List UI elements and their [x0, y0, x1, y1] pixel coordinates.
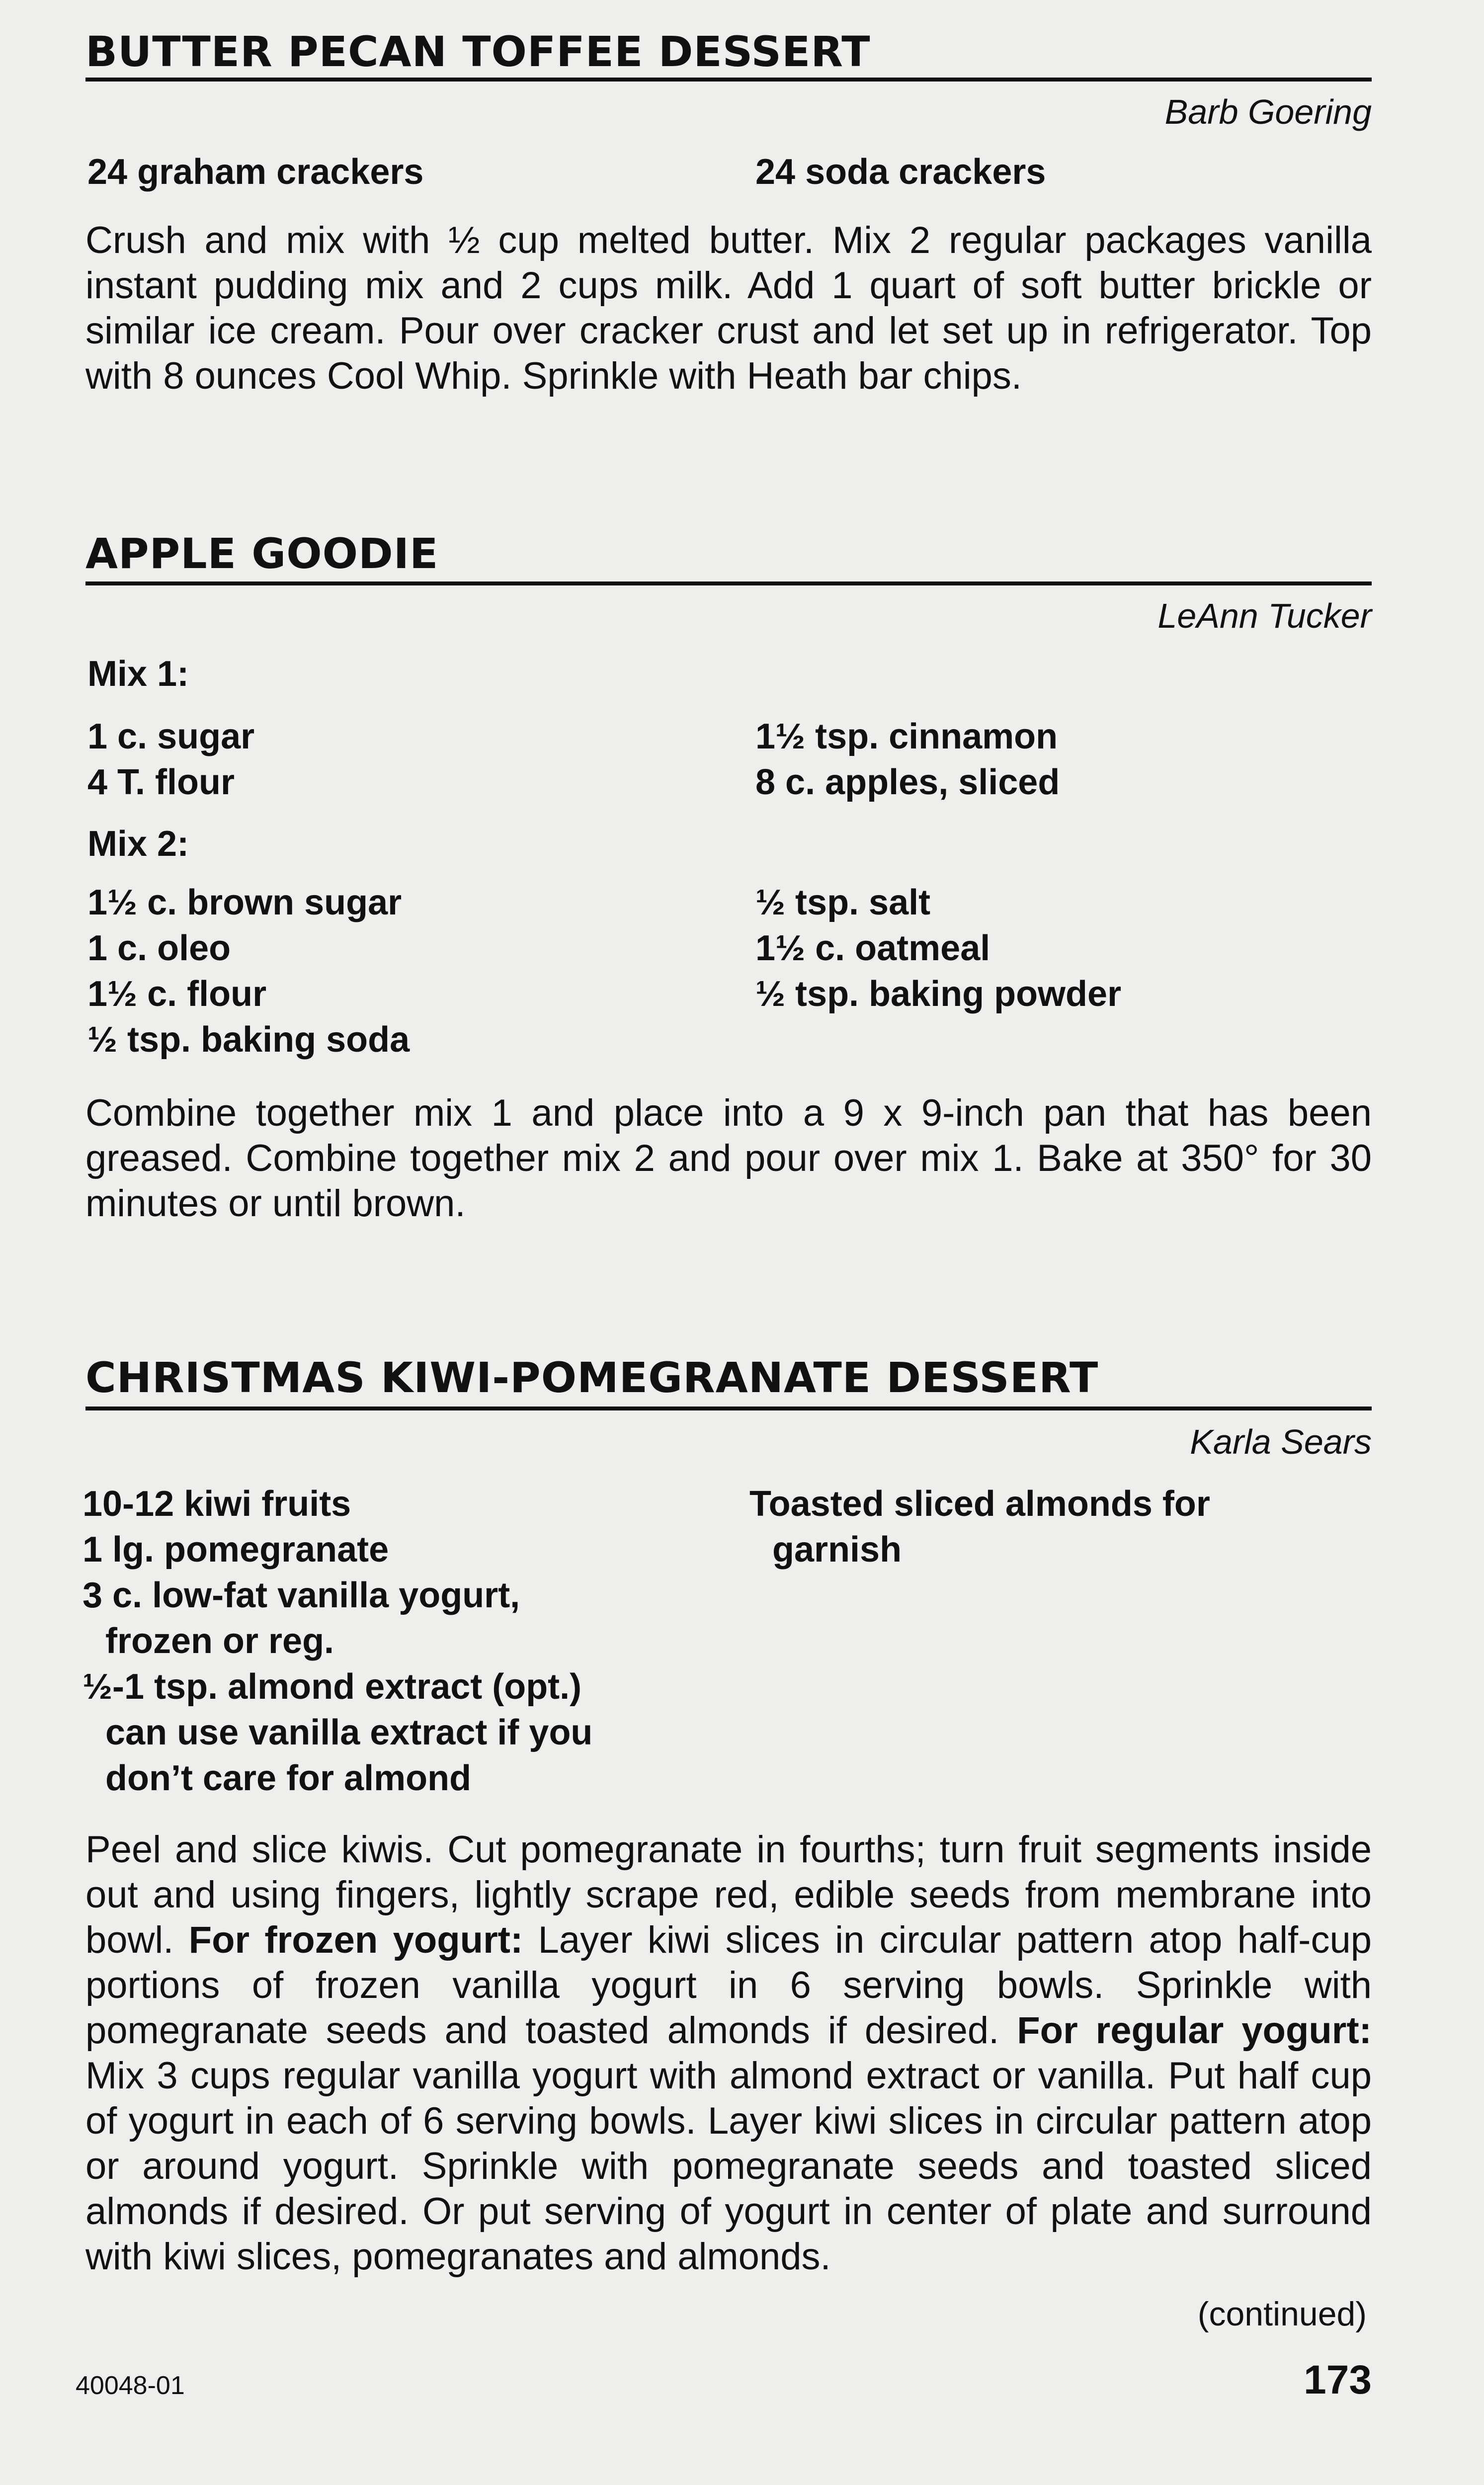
ingredient-item: ½ tsp. baking soda — [87, 1020, 410, 1060]
ingredient-item: 4 T. flour — [87, 762, 235, 802]
mix2-label: Mix 2: — [87, 824, 189, 864]
mix2-right — [755, 880, 1121, 1017]
frozen-yogurt-label: For frozen yogurt: — [188, 1919, 523, 1961]
ingredient-item: frozen or reg. — [105, 1621, 334, 1661]
title-rule — [85, 1407, 1372, 1410]
ingredient-item: 1 lg. pomegranate — [82, 1530, 389, 1570]
recipe-directions — [85, 1827, 1372, 2279]
ingredient-item: 1½ c. oatmeal — [755, 928, 990, 968]
ingredient-item: don’t care for almond — [105, 1758, 472, 1798]
title-rule — [85, 78, 1372, 82]
ingredient-item: 1 c. sugar — [87, 717, 255, 756]
ingredients-right — [755, 149, 1046, 195]
regular-yogurt-label: For regular yogurt: — [1017, 2009, 1372, 2052]
ingredient-item: Toasted sliced almonds for — [749, 1484, 1210, 1524]
ingredient-item: ½-1 tsp. almond extract (opt.) — [82, 1667, 582, 1707]
ingredient-item: 24 graham crackers — [87, 152, 424, 192]
ingredient-item: 8 c. apples, sliced — [755, 762, 1060, 802]
ingredient-item: 10-12 kiwi fruits — [82, 1484, 351, 1524]
mix2-left — [87, 880, 410, 1063]
mix1-left — [87, 714, 254, 805]
ingredient-item: 1 c. oleo — [87, 928, 231, 968]
recipe-directions: Crush and mix with ½ cup melted butter. Mix 2 regular packages vanilla instant pudding mix and 2 cups milk. Add 1 quart of soft butter brickle or similar ice cream. Pour over cracker crust and let set up in refrigerator. Top with 8 ounces Cool Whip. Sprinkle with Heath bar chips. — [85, 219, 1372, 397]
recipe-author: LeAnn Tucker — [1157, 596, 1372, 635]
ingredients-left — [82, 1481, 592, 1801]
recipe-author: Barb Goering — [1164, 92, 1372, 131]
title-rule — [85, 581, 1372, 585]
ingredient-item: 1½ tsp. cinnamon — [755, 717, 1058, 756]
recipe-title-butter-pecan: BUTTER PECAN TOFFEE DESSERT — [85, 27, 871, 76]
ingredient-item: can use vanilla extract if you — [105, 1713, 593, 1752]
mix1-label: Mix 1: — [87, 654, 189, 694]
footer-code: 40048-01 — [76, 2371, 185, 2400]
recipe-author: Karla Sears — [1190, 1422, 1372, 1461]
recipe-title-kiwi: CHRISTMAS KIWI-POMEGRANATE DESSERT — [85, 1353, 1099, 1402]
mix1-right — [755, 714, 1060, 805]
ingredient-item: 24 soda crackers — [755, 152, 1046, 192]
directions-text: Mix 3 cups regular vanilla yogurt with almond extract or vanilla. Put half cup of yogurt in each of 6 serving bowls. Layer kiwi slices in circular pattern atop or around yogurt. Sprinkle with pomegranate seeds and toasted sliced almonds if desired. Or put serving of yogurt in center of plate and surround with kiwi slices, pomegranates and almonds. — [85, 2055, 1372, 2278]
recipe-title-apple-goodie: APPLE GOODIE — [85, 529, 439, 578]
ingredient-item: 3 c. low-fat vanilla yogurt, — [82, 1575, 520, 1615]
ingredient-item: ½ tsp. salt — [755, 883, 931, 922]
continued-note: (continued) — [1197, 2295, 1367, 2333]
ingredient-item: garnish — [772, 1530, 902, 1570]
directions-text: Peel and slice kiwis. Cut pomegranate in fourths; turn fruit segments inside out and using fingers, lightly scrape red, edible seeds from membrane into bowl. — [85, 1828, 1372, 1961]
ingredient-item: 1½ c. brown sugar — [87, 883, 402, 922]
recipe-directions: Combine together mix 1 and place into a 9 x 9-inch pan that has been greased. Combine together mix 2 and pour over mix 1. Bake at 350° for 30 minutes or until brown. — [85, 1092, 1372, 1225]
directions-text: Layer kiwi slices in circular pattern atop half-cup portions of frozen vanilla yogurt in 6 serving bowls. Sprinkle with pomegranate seeds and toasted almonds if desired. — [85, 1919, 1372, 2052]
ingredients-left — [87, 149, 423, 195]
page-number: 173 — [1304, 2357, 1372, 2402]
ingredient-item: ½ tsp. baking powder — [755, 974, 1122, 1014]
ingredient-item: 1½ c. flour — [87, 974, 267, 1014]
ingredients-right — [749, 1481, 1210, 1573]
